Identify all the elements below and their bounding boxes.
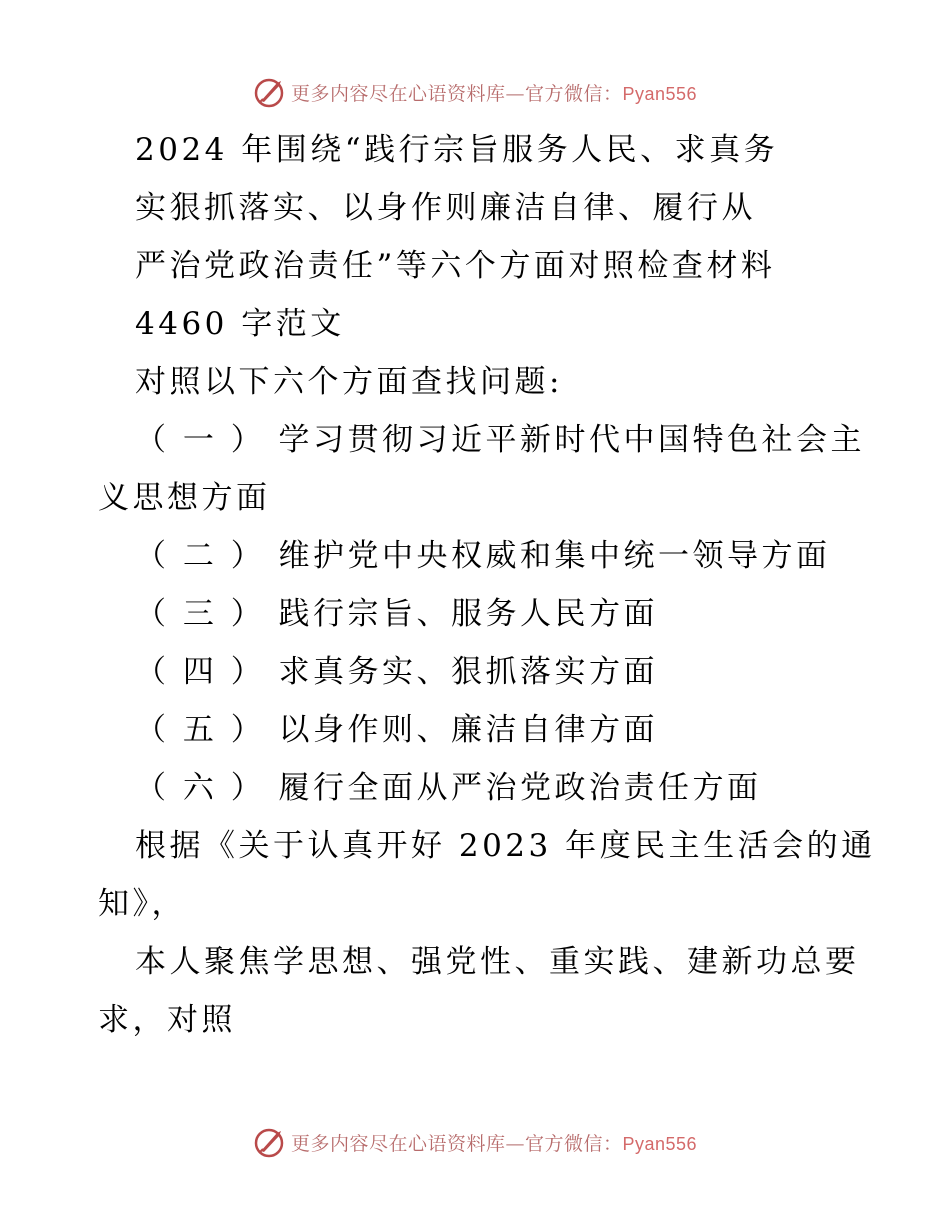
title-line-1: 2024 年围绕“践行宗旨服务人民、求真务: [135, 132, 779, 168]
document-body: [98, 121, 876, 1049]
item-3: （ 三 ） 践行宗旨、服务人民方面: [135, 596, 659, 632]
item-1-line-2: 义思想方面: [98, 480, 271, 516]
quill-pen-seal-icon: [253, 1125, 287, 1159]
item-4: （ 四 ） 求真务实、狠抓落实方面: [135, 654, 659, 690]
watermark-text: [291, 79, 697, 106]
item-5: （ 五 ） 以身作则、廉洁自律方面: [135, 712, 659, 748]
watermark-prefix: 更多内容尽在心语资料库: [290, 1132, 506, 1155]
watermark-separator: —: [505, 1132, 525, 1155]
watermark-text: [291, 1129, 697, 1156]
para-1-line-2: 知》，: [98, 886, 186, 922]
intro-line: 对照以下六个方面查找问题:: [135, 364, 563, 400]
watermark-id: Pyan556: [622, 83, 698, 104]
title-line-3: 严治党政治责任”等六个方面对照检查材料: [135, 248, 776, 284]
para-2-line-1: 本人聚焦学思想、强党性、重实践、建新功总要: [135, 944, 860, 980]
footer-watermark: [0, 1122, 950, 1162]
para-2-line-2: 求，对照: [98, 1002, 236, 1038]
watermark-prefix: 更多内容尽在心语资料库: [290, 82, 506, 105]
title-line-2: 实狠抓落实、以身作则廉洁自律、履行从: [135, 190, 756, 226]
item-1-line-1: （ 一 ） 学习贯彻习近平新时代中国特色社会主: [135, 422, 866, 458]
watermark-suffix: 官方微信：: [524, 1132, 623, 1155]
item-6: （ 六 ） 履行全面从严治党政治责任方面: [135, 770, 762, 806]
item-2: （ 二 ） 维护党中央权威和集中统一领导方面: [135, 538, 831, 574]
watermark-suffix: 官方微信：: [524, 82, 623, 105]
para-1-line-1: 根据《关于认真开好 2023 年度民主生活会的通: [135, 828, 876, 864]
header-watermark: [0, 72, 950, 112]
quill-pen-seal-icon: [253, 75, 287, 109]
watermark-separator: —: [505, 82, 525, 105]
title-line-4: 4460 字范文: [135, 306, 345, 342]
watermark-id: Pyan556: [622, 1133, 698, 1154]
